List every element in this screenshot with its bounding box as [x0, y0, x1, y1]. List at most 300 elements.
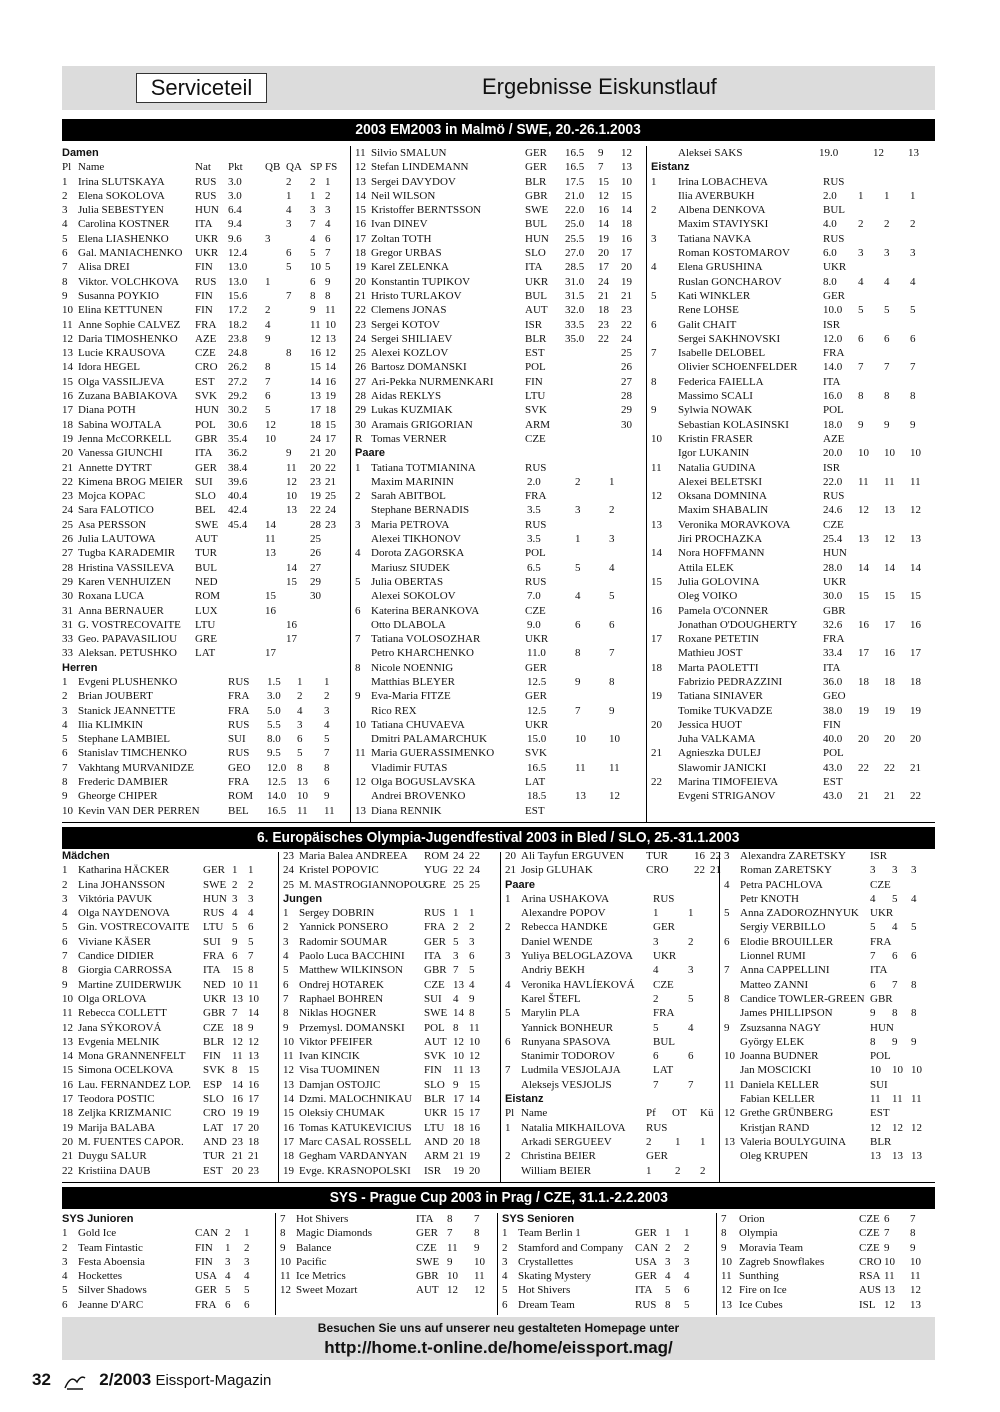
- damen-row-cell: 24.8: [228, 347, 248, 360]
- eistanz-row-cell: Evgeni STRIGANOV: [678, 790, 776, 803]
- eistanz-row-cell: Marta PAOLETTI: [678, 661, 759, 674]
- eistanz-row-cell: 18: [910, 675, 921, 688]
- paare-row-cell: Olga BOGUSLAVSKA: [371, 776, 476, 789]
- paare-row-cell: Mariusz SIUDEK: [371, 561, 451, 574]
- damen-row-cell: 9.6: [228, 232, 242, 245]
- herren-row-cell: 26: [355, 361, 366, 374]
- jungen-row-cell: 12: [453, 1035, 464, 1048]
- eistanz-row-cell: 2: [910, 218, 916, 231]
- damen-row-cell: 9.4: [228, 218, 242, 231]
- damen-row: [62, 175, 348, 189]
- youth-paare-row-cell: GER: [653, 921, 675, 934]
- eistanz-row: [651, 203, 935, 217]
- eistanz-row-cell: 12: [651, 490, 662, 503]
- eistanz-row: [651, 618, 935, 632]
- jungen-row-cell: 16: [283, 1121, 294, 1134]
- herren-row-cell: Stefan LINDEMANN: [371, 161, 469, 174]
- damen-row-cell: 25: [310, 533, 321, 546]
- eistanz-row-cell: 3: [910, 247, 916, 260]
- eistanz-row: [651, 575, 935, 589]
- youth-paare-row-cell: 4: [653, 964, 659, 977]
- damen-row-cell: RUS: [195, 175, 217, 188]
- herren-row-cell: 17: [598, 261, 609, 274]
- eistanz-row-cell: Tatiana SINIAVER: [678, 690, 763, 703]
- herren-row-cell: 1.5: [267, 675, 281, 688]
- jungen-row-cell: RUS: [424, 907, 446, 920]
- maedchen-row-cell: 2: [248, 878, 254, 891]
- paare-row: [355, 646, 645, 660]
- sys-junioren-row-cell: 9: [474, 1241, 480, 1254]
- damen-row-cell: 9: [265, 332, 271, 345]
- herren-row-cell: 12: [355, 161, 366, 174]
- sys-junioren-row-cell: GBR: [416, 1270, 439, 1283]
- herren-row-cell: 30: [621, 418, 632, 431]
- maedchen-row-cell: 2: [232, 878, 238, 891]
- herren-row: [355, 203, 645, 217]
- eistanz-row-cell: Isabelle DELOBEL: [678, 347, 766, 360]
- maedchen-row: [283, 878, 498, 892]
- eistanz-row-cell: RUS: [823, 175, 845, 188]
- herren-row-cell: Vakhtang MURVANIDZE: [78, 761, 194, 774]
- youth-eistanz-row-cell: Anna CAPPELLINI: [740, 964, 830, 977]
- maedchen-row-cell: SWE: [203, 878, 227, 891]
- sys-senioren-row-cell: USA: [635, 1255, 658, 1268]
- herren-row-cell: Evgeni PLUSHENKO: [78, 675, 178, 688]
- damen-row-cell: 25: [325, 490, 336, 503]
- sys-senioren-row-cell: 1: [502, 1227, 508, 1240]
- eistanz-row-cell: 5: [651, 289, 657, 302]
- damen-row-cell: 10: [62, 304, 73, 317]
- paare-row-cell: Sarah ABITBOL: [371, 490, 446, 503]
- damen-row-cell: 39.6: [228, 475, 248, 488]
- paare-row-cell: 7: [355, 633, 361, 646]
- herren-row-cell: 28.5: [565, 261, 585, 274]
- eistanz-row-cell: 19.0: [819, 147, 839, 159]
- youth-eistanz-row-cell: György ELEK: [740, 1035, 805, 1048]
- paare-row-cell: Stephane BERNADIS: [371, 504, 470, 517]
- youth-eistanz-row-cell: ISR: [870, 850, 888, 862]
- eistanz-row-cell: 32.6: [823, 618, 843, 631]
- sys-junioren-row: [62, 1226, 273, 1240]
- paare-row-cell: 5: [575, 561, 581, 574]
- herren-row-cell: 20: [598, 247, 609, 260]
- herren-row-cell: 5: [324, 733, 330, 746]
- eistanz-row-cell: 2: [858, 218, 864, 231]
- maedchen-row: [283, 863, 498, 877]
- eistanz-row-cell: 8: [651, 375, 657, 388]
- youth-eistanz-row-cell: 10: [911, 1064, 922, 1077]
- damen-row-cell: 14: [310, 375, 321, 388]
- jungen-row-cell: 16: [694, 850, 705, 862]
- eistanz-row-cell: 8: [910, 390, 916, 403]
- eistanz-row-cell: Jiri PROCHAZKA: [678, 533, 763, 546]
- eistanz-row-cell: Jonathan O'DOUGHERTY: [678, 618, 798, 631]
- damen-column-header-cell: SP: [310, 161, 323, 174]
- maedchen-row-cell: LTU: [203, 921, 224, 934]
- maedchen-row-cell: Zeljka KRIZMANIC: [78, 1107, 172, 1120]
- em-column-1: [62, 146, 348, 818]
- sys-senioren-row-cell: 13: [910, 1298, 921, 1311]
- youth-eistanz-row-cell: 8: [892, 1007, 898, 1020]
- eistanz-row-cell: 4: [910, 275, 916, 288]
- damen-row-cell: 11: [310, 318, 321, 331]
- youth-paare-row-cell: 7: [653, 1078, 659, 1091]
- damen-row-cell: 18: [62, 418, 73, 431]
- eistanz-row: [651, 775, 935, 789]
- maedchen-row-cell: Candice DIDIER: [78, 950, 155, 963]
- eistanz-row-cell: AZE: [823, 432, 845, 445]
- sys-junioren-row-cell: 3: [244, 1255, 250, 1268]
- damen-row-cell: Anna BERNAUER: [78, 604, 164, 617]
- damen-row: [62, 360, 348, 374]
- jungen-row: [283, 906, 498, 920]
- eistanz-row: [651, 432, 935, 446]
- youth-eistanz-row-cell: James PHILLIPSON: [740, 1007, 833, 1020]
- youth-eistanz-row-cell: 2: [505, 1150, 511, 1163]
- eistanz-row-cell: 5: [910, 304, 916, 317]
- paare-row: [355, 546, 645, 560]
- maedchen-row-cell: 18: [232, 1021, 243, 1034]
- herren-row-cell: 8: [324, 761, 330, 774]
- jungen-row-cell: Marc CASAL ROSSELL: [299, 1135, 412, 1148]
- paare-row-cell: 9: [609, 704, 615, 717]
- sys-junioren-row-cell: 5: [225, 1284, 231, 1297]
- eistanz-row-cell: 13: [884, 504, 895, 517]
- sys-senioren-row-cell: Crystallettes: [518, 1255, 573, 1268]
- eistanz-row: [651, 489, 935, 503]
- youth-paare-row: [505, 992, 718, 1006]
- youth-eistanz-row: [505, 1149, 718, 1163]
- sys-senioren-row-cell: 4: [502, 1270, 508, 1283]
- maedchen-heading: Mädchen: [62, 850, 110, 862]
- damen-row-cell: Sabina WOJTALA: [78, 418, 162, 431]
- damen-row-cell: 1: [265, 275, 271, 288]
- damen-row-cell: Carolina KOSTNER: [78, 218, 170, 231]
- herren-row-cell: 18: [598, 304, 609, 317]
- jungen-row-cell: SUI: [424, 992, 442, 1005]
- sys-junioren-row-cell: ITA: [416, 1213, 434, 1225]
- youth-eistanz-row-cell: 3: [911, 864, 917, 877]
- eistanz-row-cell: 13: [858, 533, 869, 546]
- herren-row: [62, 704, 348, 718]
- herren-row-cell: 18: [621, 218, 632, 231]
- damen-row-cell: Mojca KOPAC: [78, 490, 146, 503]
- herren-row-cell: Sergei SHILIAEV: [371, 332, 453, 345]
- maedchen-row-cell: 11: [62, 1007, 73, 1020]
- sys-senioren-row: [502, 1298, 714, 1312]
- sys-junioren-row-cell: Balance: [296, 1241, 332, 1254]
- damen-row-cell: AZE: [195, 332, 217, 345]
- maedchen-row-cell: 15: [232, 964, 243, 977]
- sys-junioren-row-cell: 7: [474, 1213, 480, 1225]
- jungen-row-cell: Evge. KRASNOPOLSKI: [299, 1164, 411, 1177]
- paare-row-cell: EST: [525, 804, 545, 817]
- sys-senioren-row-cell: 6: [884, 1213, 890, 1225]
- jungen-row-cell: Przemysl. DOMANSKI: [299, 1021, 405, 1034]
- eistanz-row-cell: 21: [858, 790, 869, 803]
- youth-eistanz-row: [724, 992, 935, 1006]
- eistanz-row-cell: 18: [858, 675, 869, 688]
- youth-eistanz-row-cell: 7: [870, 950, 876, 963]
- damen-row-cell: Elena SOKOLOVA: [78, 189, 165, 202]
- jungen-row-cell: Gegham VARDANYAN: [299, 1150, 408, 1163]
- herren-row-cell: 33.5: [565, 318, 585, 331]
- sys-senioren-row-cell: 6: [502, 1298, 508, 1311]
- damen-row-cell: 17.2: [228, 304, 248, 317]
- damen-row-cell: 36.2: [228, 447, 248, 460]
- jungen-row-cell: 6: [283, 978, 289, 991]
- paare-row: [355, 689, 645, 703]
- sys-junioren-row: [62, 1269, 273, 1283]
- eistanz-row-cell: 6: [858, 332, 864, 345]
- herren-row: [355, 318, 645, 332]
- sys-junioren-row: [62, 1298, 273, 1312]
- jungen-row-cell: 8: [283, 1007, 289, 1020]
- paare-row-cell: FRA: [525, 490, 547, 503]
- eistanz-row-cell: 12: [884, 533, 895, 546]
- maedchen-row: [62, 1106, 276, 1120]
- youth-paare-row-cell: Andriy BEKH: [521, 964, 585, 977]
- damen-row: [62, 561, 348, 575]
- jungen-row-cell: 22: [694, 864, 705, 877]
- maedchen-row-cell: 18: [62, 1107, 73, 1120]
- sys-junioren-row-cell: 10: [447, 1270, 458, 1283]
- maedchen-row-cell: Viktória PAVUK: [78, 892, 153, 905]
- youth-eistanz-row-cell: 1: [646, 1164, 652, 1177]
- maedchen-row-cell: 20: [248, 1121, 259, 1134]
- sys-junioren-row-cell: 12: [447, 1284, 458, 1297]
- damen-row-cell: CZE: [195, 347, 216, 360]
- sys-junioren-row-cell: 5: [244, 1284, 250, 1297]
- youth-paare-row-cell: LAT: [653, 1064, 674, 1077]
- jungen-row-cell: 13: [453, 978, 464, 991]
- herren-row-cell: Kevin VAN DER PERREN: [78, 804, 200, 817]
- damen-row-cell: Jenna McCORKELL: [78, 432, 172, 445]
- sys-senioren-row-cell: Fire on Ice: [739, 1284, 787, 1297]
- damen-column-header: [62, 160, 348, 174]
- jungen-row-cell: FRA: [424, 921, 446, 934]
- eistanz-row-cell: 1: [884, 189, 890, 202]
- sys-column-2: [280, 1212, 495, 1298]
- eistanz-row-cell: 10: [910, 447, 921, 460]
- paare-row-cell: 4: [609, 561, 615, 574]
- maedchen-row-cell: 13: [62, 1035, 73, 1048]
- damen-row-cell: 3.0: [228, 189, 242, 202]
- sys-junioren-row-cell: 12: [474, 1284, 485, 1297]
- damen-row-cell: Geo. PAPAVASILIOU: [78, 633, 178, 646]
- jungen-row-cell: 15: [469, 1078, 480, 1091]
- eistanz-row-cell: Maxim STAVIYSKI: [678, 218, 769, 231]
- damen-row-cell: 26: [62, 533, 73, 546]
- herren-row-cell: 22: [355, 304, 366, 317]
- sys-junioren-row-cell: Jeanne D'ARC: [78, 1298, 144, 1311]
- herren-row-cell: POL: [525, 361, 546, 374]
- jungen-row-cell: GBR: [424, 964, 447, 977]
- eistanz-row: [651, 546, 935, 560]
- herren-row-cell: 29: [355, 404, 366, 417]
- sys-senioren-row-cell: 13: [884, 1284, 895, 1297]
- maedchen-row-cell: 11: [232, 1050, 243, 1063]
- jungen-row-cell: 1: [469, 907, 475, 920]
- sys-column-4: [721, 1212, 935, 1312]
- herren-row-cell: UKR: [525, 275, 549, 288]
- herren-row-cell: 16: [355, 218, 366, 231]
- damen-row: [62, 432, 348, 446]
- eistanz-row: [651, 503, 935, 517]
- youth-eistanz-row-cell: 1: [675, 1135, 681, 1148]
- sys-senioren-row-cell: 4: [665, 1270, 671, 1283]
- youth-paare-heading: Paare: [505, 878, 535, 891]
- damen-row-cell: Daria TIMOSHENKO: [78, 332, 178, 345]
- youth-eistanz-row-cell: 13: [870, 1150, 881, 1163]
- paare-row: [355, 661, 645, 675]
- sys-senioren-row-cell: 9: [884, 1241, 890, 1254]
- herren-row: [355, 246, 645, 260]
- jungen-row-cell: 1: [283, 907, 289, 920]
- maedchen-row-cell: 10: [62, 992, 73, 1005]
- herren-row-cell: Frederic DAMBIER: [78, 776, 169, 789]
- youth-paare-row-cell: RUS: [653, 892, 675, 905]
- herren-row-cell: 4: [297, 704, 303, 717]
- youth-eistanz-row-cell: 10: [892, 1064, 903, 1077]
- herren-row: [355, 418, 645, 432]
- youth-paare-row: [505, 935, 718, 949]
- sys-junioren-row: [280, 1241, 495, 1255]
- damen-row-cell: HUN: [195, 404, 219, 417]
- eistanz-row: [651, 346, 935, 360]
- sys-title-bar: SYS - Prague Cup 2003 in Prag / CZE, 31.1.-2.2.2003: [62, 1187, 935, 1209]
- youth-eistanz-row-cell: Kristjan RAND: [740, 1121, 810, 1134]
- sys-senioren-row-cell: Skating Mystery: [518, 1270, 592, 1283]
- sys-senioren-row-cell: 7: [910, 1213, 916, 1225]
- eistanz-row: [651, 232, 935, 246]
- damen-row-cell: Vanessa GIUNCHI: [78, 447, 163, 460]
- eistanz-row-cell: 19: [651, 690, 662, 703]
- paare-row-cell: Tatiana VOLOSOZHAR: [371, 633, 481, 646]
- eistanz-row-cell: GER: [823, 289, 845, 302]
- paare-row-cell: GER: [525, 661, 547, 674]
- damen-row-cell: 10: [265, 432, 276, 445]
- jungen-row-cell: 19: [469, 1150, 480, 1163]
- eyof-title-bar: 6. Europäisches Olympia-Jugendfestival 2003 in Bled / SLO, 25.-31.1.2003: [62, 827, 935, 849]
- paare-row: [355, 789, 645, 803]
- youth-paare-row: [505, 1049, 718, 1063]
- eistanz-row-cell: Oleg VOIKO: [678, 590, 738, 603]
- youth-eistanz-row-cell: Zsuzsanna NAGY: [740, 1021, 821, 1034]
- eistanz-row: [651, 332, 935, 346]
- paare-row-cell: 3.5: [527, 504, 541, 517]
- maedchen-row-cell: 25: [469, 878, 480, 891]
- jungen-row: [283, 920, 498, 934]
- jungen-row-cell: 21: [505, 864, 516, 877]
- eistanz-row-cell: 38.0: [823, 704, 843, 717]
- damen-row-cell: 35.4: [228, 432, 248, 445]
- eistanz-row-cell: 18.0: [823, 418, 843, 431]
- damen-row-cell: EST: [195, 375, 215, 388]
- damen-row-cell: 3: [325, 204, 331, 217]
- maedchen-row-cell: 15: [62, 1064, 73, 1077]
- eistanz-row: [651, 704, 935, 718]
- youth-eistanz-row: [724, 1092, 935, 1106]
- paare-row-cell: 8: [575, 647, 581, 660]
- herren-row-cell: 24: [355, 332, 366, 345]
- paare-row: [355, 632, 645, 646]
- youth-eistanz-row-cell: GBR: [870, 992, 893, 1005]
- youth-eistanz-row-cell: 4: [724, 878, 730, 891]
- jungen-row-cell: 20: [469, 1164, 480, 1177]
- jungen-row-cell: LTU: [424, 1121, 445, 1134]
- youth-eistanz-row-cell: GER: [646, 1150, 668, 1163]
- sys-senioren-row: [721, 1283, 935, 1297]
- damen-row-cell: 27: [310, 561, 321, 574]
- damen-row-cell: 5: [286, 261, 292, 274]
- eistanz-row-cell: FRA: [823, 347, 845, 360]
- sys-senioren-row: [721, 1226, 935, 1240]
- youth-paare-row-cell: CZE: [653, 978, 674, 991]
- herren-row-cell: 17: [355, 232, 366, 245]
- eistanz-row-cell: 4: [884, 275, 890, 288]
- jungen-row: [283, 1092, 498, 1106]
- damen-row-cell: Aleksan. PETUSHKO: [78, 647, 177, 660]
- jungen-row-cell: 17: [283, 1135, 294, 1148]
- damen-column-header-cell: Name: [78, 161, 105, 174]
- damen-row-cell: 3: [286, 218, 292, 231]
- damen-row-cell: 38.4: [228, 461, 248, 474]
- homepage-link[interactable]: http://home.t-online.de/home/eissport.mag/: [324, 1338, 673, 1357]
- youth-eistanz-row-cell: 13: [724, 1135, 735, 1148]
- herren-row-cell: 7: [598, 161, 604, 174]
- youth-eistanz-row-cell: Daniela KELLER: [740, 1078, 820, 1091]
- maedchen-row-cell: RUS: [203, 907, 225, 920]
- eistanz-row-cell: Roman KOSTOMAROV: [678, 247, 790, 260]
- sys-junioren-row-cell: Ice Metrics: [296, 1270, 346, 1283]
- youth-eistanz-row: [724, 920, 935, 934]
- damen-row-cell: 23: [310, 475, 321, 488]
- eistanz-row: [651, 403, 935, 417]
- damen-row-cell: GER: [195, 461, 217, 474]
- jungen-row-cell: 21: [710, 864, 721, 877]
- damen-row-cell: 10: [310, 261, 321, 274]
- sys-senioren-row-cell: 5: [665, 1284, 671, 1297]
- damen-row-cell: 4: [325, 218, 331, 231]
- sys-senioren-row-cell: 9: [721, 1241, 727, 1254]
- damen-row-cell: 27.2: [228, 375, 248, 388]
- paare-row: [355, 575, 645, 589]
- youth-eistanz-row-cell: 12: [892, 1121, 903, 1134]
- youth-eistanz-row-cell: ITA: [870, 964, 888, 977]
- sys-junioren-row-cell: 8: [447, 1213, 453, 1225]
- herren-row-cell: 2: [297, 690, 303, 703]
- sys-junioren-row-cell: 8: [280, 1227, 286, 1240]
- herren-row-cell: Tomas VERNER: [371, 432, 447, 445]
- eistanz-row-cell: Mathieu JOST: [678, 647, 743, 660]
- damen-row: [62, 260, 348, 274]
- damen-row-cell: 31: [62, 618, 73, 631]
- herren-row-cell: GEO: [228, 761, 251, 774]
- jungen-row-cell: 9: [469, 992, 475, 1005]
- eistanz-row-cell: 36.0: [823, 675, 843, 688]
- herren-row-cell: SLO: [525, 247, 546, 260]
- paare-row-cell: 10: [355, 718, 366, 731]
- maedchen-row-cell: 25: [453, 878, 464, 891]
- damen-row: [62, 203, 348, 217]
- paare-row-cell: Maria GUERASSIMENKO: [371, 747, 495, 760]
- jungen-row-cell: 14: [469, 1093, 480, 1106]
- paare-row-cell: 3: [355, 518, 361, 531]
- herren-row-cell: 4: [62, 718, 68, 731]
- maedchen-row-cell: Jana SÝKOROVÁ: [78, 1021, 162, 1034]
- herren-row-cell: Stephane LAMBIEL: [78, 733, 170, 746]
